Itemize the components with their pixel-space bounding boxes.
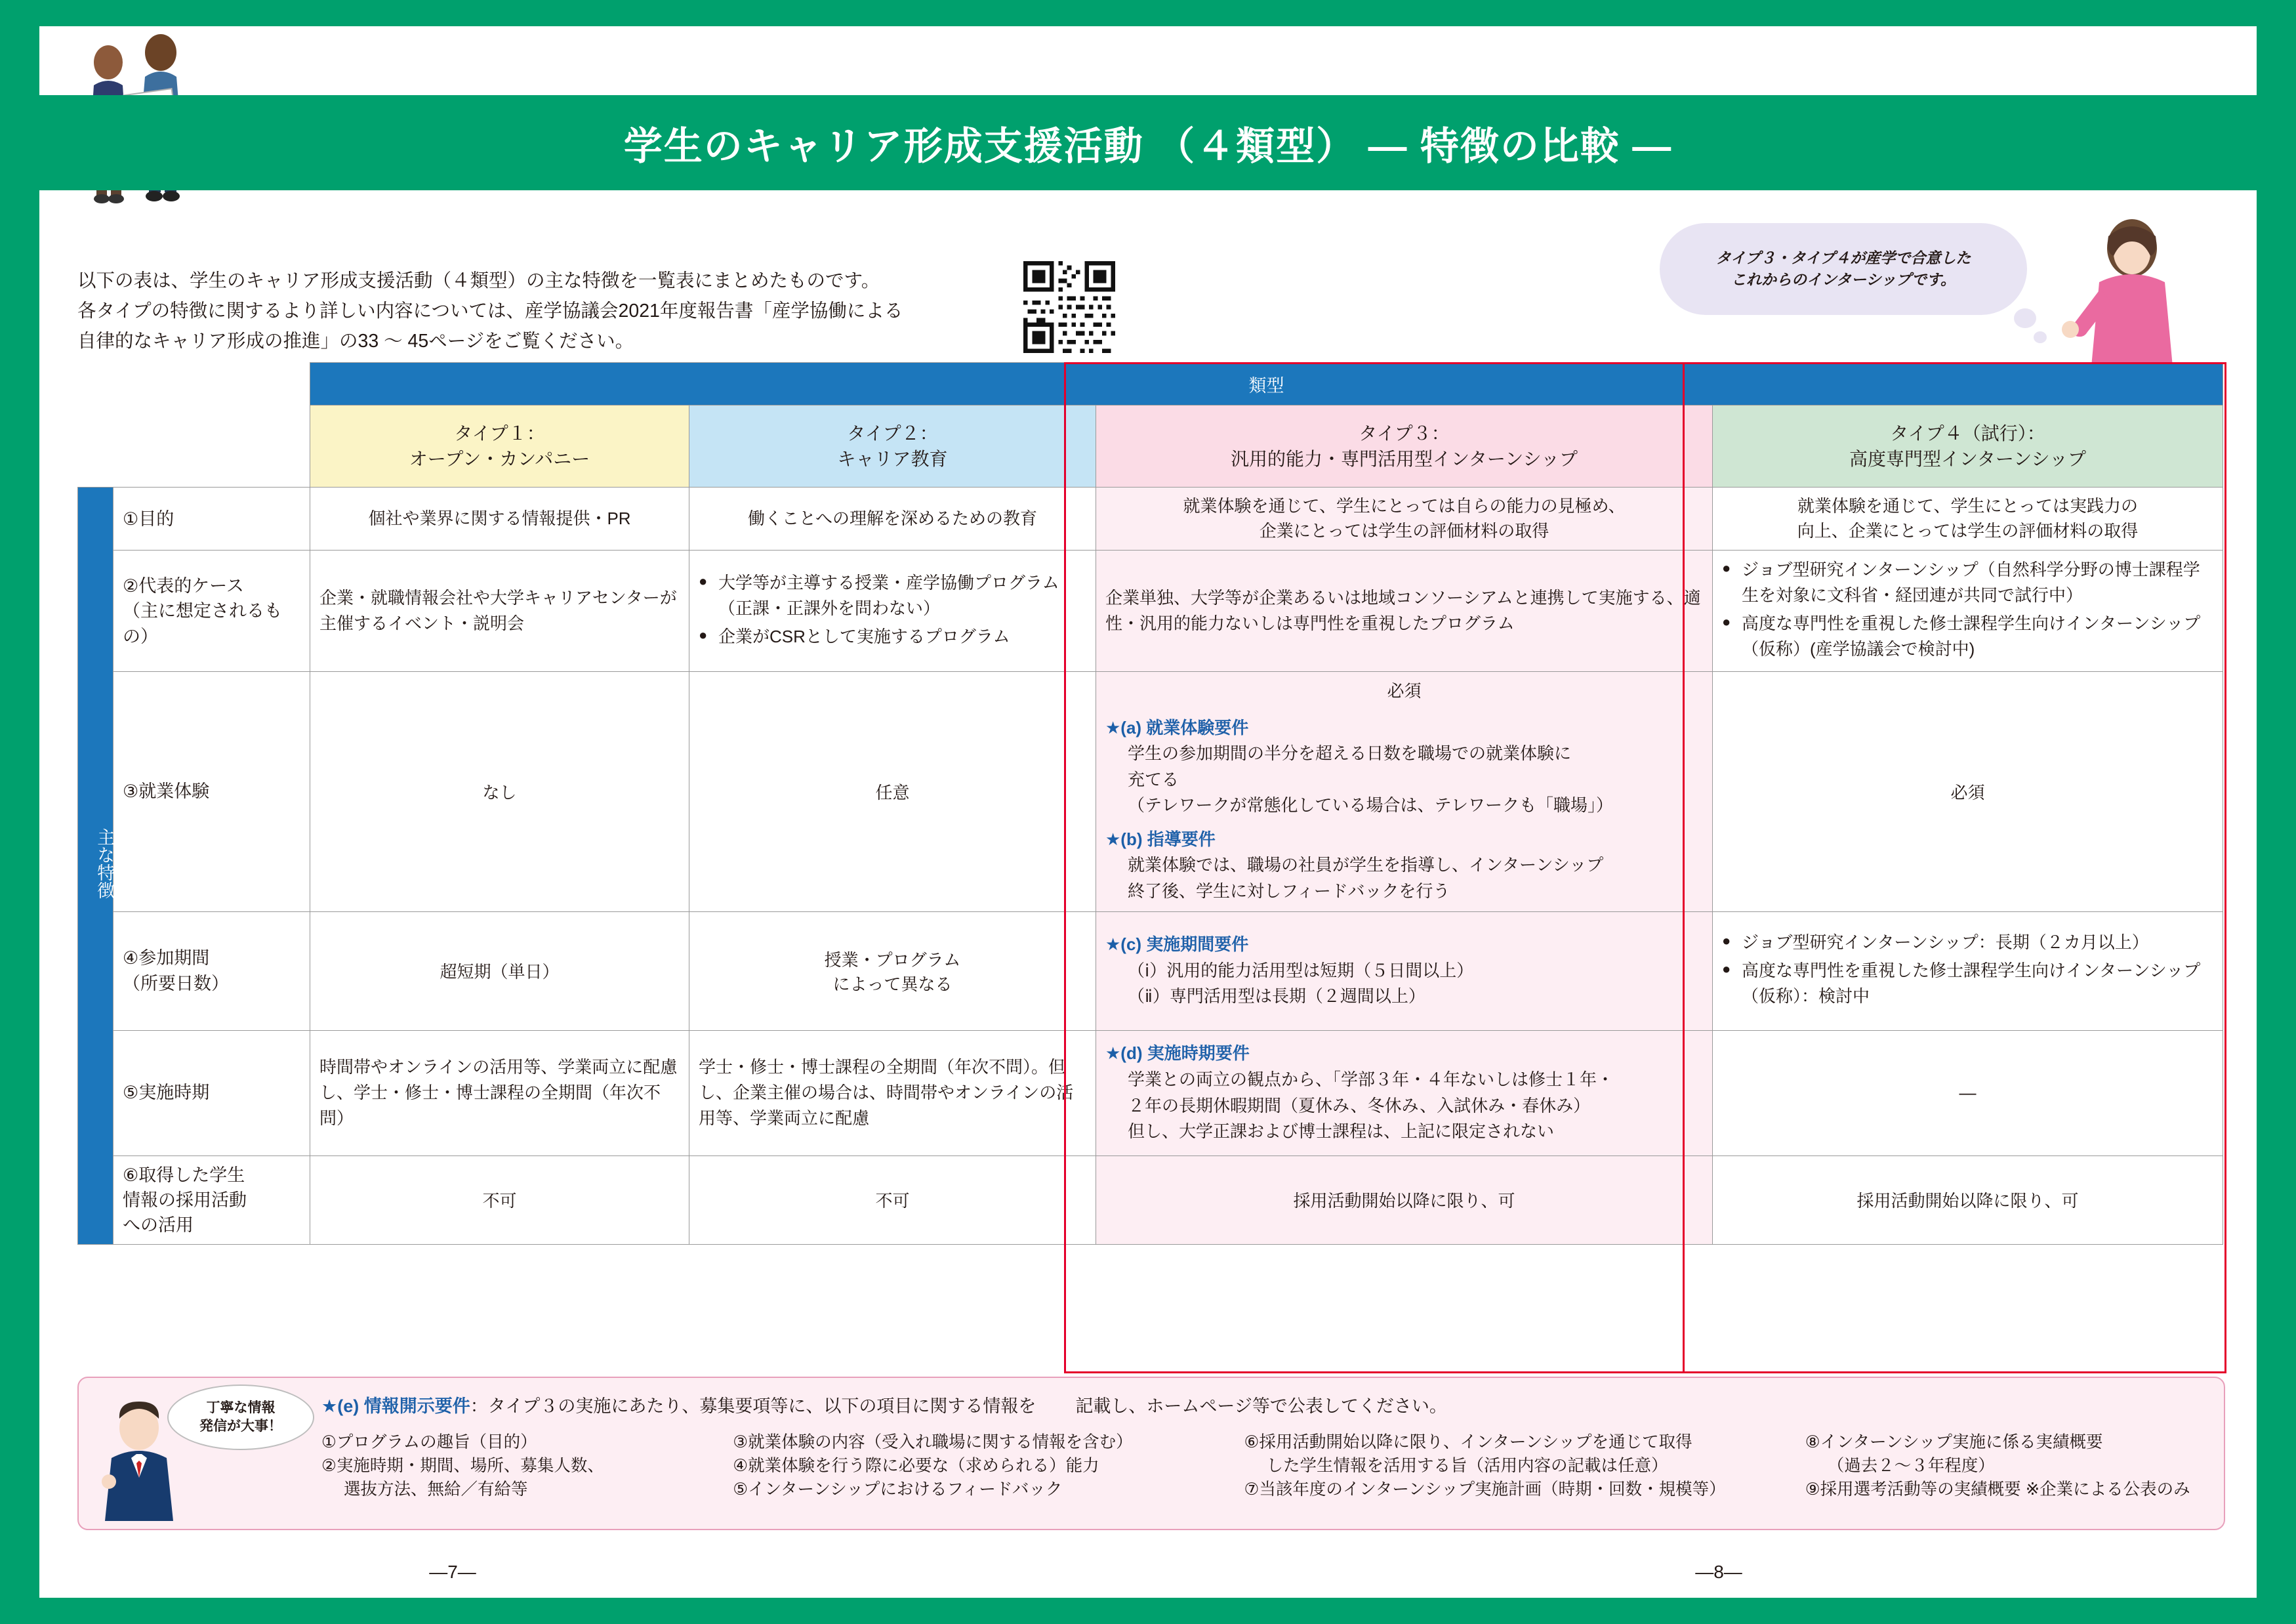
- bottom-green-band: [0, 1598, 2296, 1624]
- right-green-band: [2257, 0, 2296, 1624]
- disclosure-item: ④就業体験を行う際に必要な（求められる）能力: [733, 1457, 1099, 1476]
- thought-bubble-dot-small: [2034, 331, 2047, 343]
- requirement-d-body-3: 但し、大学正課および博士課程は、上記に限定されない: [1128, 1121, 1555, 1142]
- cell-duration-type1: 超短期（単日）: [310, 911, 689, 1030]
- table-corner-blank: [78, 363, 310, 488]
- cell-typical-cases-type1: 企業・就職情報会社や大学キャリアセンターが主催するイベント・説明会: [310, 551, 689, 672]
- requirement-c-body-2: （ⅱ）専門活用型は長期（２週間以上）: [1128, 986, 1425, 1007]
- column-header-type2-line2: キャリア教育: [837, 449, 948, 469]
- column-header-type4-line1: タイプ４（試行）：: [1890, 423, 2045, 444]
- requirement-a-body-2: 充てる: [1128, 769, 1179, 789]
- thought-bubble-dot-large: [2014, 308, 2036, 328]
- table-row-typical-cases: [78, 551, 2223, 672]
- disclosure-item: ⑧インターンシップ実施に係る実績概要: [1805, 1433, 2103, 1451]
- table-group-header-row: [78, 363, 2223, 406]
- cell-purpose-type2: 働くことへの理解を深めるための教育: [689, 488, 1096, 551]
- cell-timing-type2: 学士・修士・博士課程の全期間（年次不問）。但し、企業主催の場合は、時間帯やオンラインの活用等、学業両立に配慮: [689, 1030, 1096, 1156]
- left-green-band: [0, 0, 39, 1624]
- requirement-d-title: ★(d) 実施時期要件: [1105, 1043, 1250, 1064]
- comparison-table: [77, 362, 2223, 1245]
- cell-duration-type3: [1096, 911, 1713, 1030]
- column-header-type1: [310, 406, 689, 488]
- thought-bubble: [1660, 223, 2027, 315]
- column-header-type2-line1: タイプ２：: [847, 423, 938, 444]
- row-label-typical-cases-line2: （主に想定されるもの）: [123, 601, 282, 646]
- row-label-student-info-line3: への活用: [123, 1215, 194, 1236]
- list-item: ● ジョブ型研究インターンシップ：長期（２カ月以上）: [1722, 930, 2213, 955]
- column-header-type2: [689, 406, 1096, 488]
- cell-timing-type3: [1096, 1030, 1713, 1156]
- list-item: ● ジョブ型研究インターンシップ（自然科学分野の博士課程学生を対象に文科省・経団連が共同で試行中）: [1722, 557, 2213, 608]
- requirement-a-body-1: 学生の参加期間の半分を超える日数を職場での就業体験に: [1128, 743, 1572, 764]
- cell-typical-cases-type4: [1713, 551, 2223, 672]
- disclosure-column-2: [733, 1430, 1244, 1502]
- disclosure-heading-rest2: 記載し、ホームページ等で公表してください。: [1075, 1396, 1447, 1416]
- list-item: ● 高度な専門性を重視した修士課程学生向けインターンシップ（仮称）(産学協議会で検討中): [1722, 611, 2213, 662]
- intro-line-2: 各タイプの特徴に関するより詳しい内容については、産学協議会2021年度報告書「産学協働による: [77, 301, 903, 322]
- vertical-header-label: 主な特徴: [94, 828, 115, 900]
- cell-purpose-type4: [1713, 488, 2223, 551]
- disclosure-item: ①プログラムの趣旨（目的）: [321, 1433, 537, 1451]
- cell-purpose-type4-line1: 就業体験を通じて、学生にとっては実践力の: [1797, 496, 2138, 516]
- cell-typical-cases-type2-list: [699, 570, 1086, 650]
- disclosure-heading-rest1: ：タイプ３の実施にあたり、募集要項等に、以下の項目に関する情報を: [470, 1396, 1036, 1416]
- row-label-purpose: ①目的: [113, 488, 310, 551]
- disclosure-item: ②実施時期・期間、場所、募集人数、: [321, 1457, 604, 1476]
- row-label-timing: ⑤実施時期: [113, 1030, 310, 1156]
- row-label-student-info-line2: 情報の採用活動: [123, 1190, 247, 1210]
- businessman-bubble-line1: 丁寧な情報: [206, 1400, 276, 1415]
- table-row-duration: [78, 911, 2223, 1030]
- cell-student-info-type3: 採用活動開始以降に限り、可: [1096, 1156, 1713, 1245]
- disclosure-items-columns: [321, 1430, 2204, 1502]
- disclosure-column-1: [321, 1430, 733, 1502]
- row-label-duration-line1: ④参加期間: [123, 948, 210, 968]
- cell-duration-type2: [689, 911, 1096, 1030]
- disclosure-item: ③就業体験の内容（受入れ職場に関する情報を含む）: [733, 1433, 1133, 1451]
- row-label-typical-cases: [113, 551, 310, 672]
- row-label-work-experience: ③就業体験: [113, 672, 310, 911]
- table-row-student-info-use: [78, 1156, 2223, 1245]
- businessman-bubble-line2: 発信が大事！: [199, 1419, 282, 1434]
- disclosure-heading: [321, 1394, 1447, 1419]
- comparison-table-container: [77, 362, 2223, 1245]
- column-header-type1-line2: オープン・カンパニー: [409, 449, 590, 469]
- requirement-b-body-1: 就業体験では、職場の社員が学生を指導し、インターンシップ: [1128, 855, 1604, 875]
- requirement-b-title: ★(b) 指導要件: [1105, 829, 1216, 849]
- column-header-type3: [1096, 406, 1713, 488]
- cell-duration-type2-line1: 授業・プログラム: [824, 949, 961, 970]
- thought-bubble-line-2: これからのインターシップです。: [1731, 271, 1956, 288]
- row-label-student-info-line1: ⑥取得した学生: [123, 1165, 245, 1185]
- thought-bubble-line-1: タイプ３・タイプ４が産学で合意した: [1715, 249, 1971, 266]
- row-label-duration: [113, 911, 310, 1030]
- vertical-header-main-features: [78, 488, 113, 1245]
- list-item: ● 大学等が主導する授業・産学協働プログラム（正課・正課外を問わない）: [699, 570, 1086, 621]
- cell-student-info-type2: 不可: [689, 1156, 1096, 1245]
- table-row-timing: [78, 1030, 2223, 1156]
- cell-timing-type1: 時間帯やオンラインの活用等、学業両立に配慮し、学士・修士・博士課程の全期間（年次不問）: [310, 1030, 689, 1156]
- requirement-d-body-2: ２年の長期休暇期間（夏休み、冬休み、入試休み・春休み）: [1128, 1095, 1591, 1115]
- disclosure-star-label: ★(e): [321, 1396, 359, 1416]
- requirement-d-body-1: 学業との両立の観点から、「学部３年・４年ないしは修士１年・: [1128, 1069, 1614, 1089]
- intro-line-1: 以下の表は、学生のキャリア形成支援活動（４類型）の主な特徴を一覧表にまとめたものです。: [77, 270, 880, 291]
- cell-work-experience-type1: なし: [310, 672, 689, 911]
- requirement-c-body-1: （ⅰ）汎用的能力活用型は短期（５日間以上）: [1128, 960, 1474, 980]
- page-number-left: ―7―: [429, 1562, 476, 1582]
- requirement-c-title: ★(c) 実施期間要件: [1105, 934, 1249, 955]
- requirement-a-title: ★(a) 就業体験要件: [1105, 717, 1249, 738]
- requirement-b-body-2: 終了後、学生に対しフィードバックを行う: [1128, 881, 1450, 901]
- cell-typical-cases-type3: 企業単独、大学等が企業あるいは地域コンソーシアムと連携して実施する、適性・汎用的能力ないしは専門性を重視したプログラム: [1096, 551, 1713, 672]
- cell-purpose-type3-line2: 企業にとっては学生の評価材料の取得: [1259, 520, 1549, 541]
- disclosure-item: ⑤インターンシップにおけるフィードバック: [733, 1480, 1063, 1499]
- table-row-work-experience: [78, 672, 2223, 911]
- list-item: ● 企業がCSRとして実施するプログラム: [699, 624, 1086, 650]
- column-header-type3-line1: タイプ３：: [1359, 423, 1450, 444]
- cell-typical-cases-type4-list: [1722, 557, 2213, 662]
- table-column-header-row: [78, 406, 2223, 488]
- cell-student-info-type4: 採用活動開始以降に限り、可: [1713, 1156, 2223, 1245]
- cell-purpose-type1: 個社や業界に関する情報提供・PR: [310, 488, 689, 551]
- row-label-duration-line2: （所要日数）: [123, 973, 229, 993]
- disclosure-item-cont: （過去２～３年程度）: [1827, 1457, 1995, 1476]
- column-header-type4-line2: 高度専門型インターンシップ: [1849, 449, 2087, 469]
- disclosure-title: 情報開示要件: [363, 1396, 470, 1416]
- cell-duration-type2-line2: によって異なる: [832, 974, 953, 994]
- disclosure-item: ⑥採用活動開始以降に限り、インターンシップを通じて取得: [1244, 1433, 1692, 1451]
- cell-work-experience-type2: 任意: [689, 672, 1096, 911]
- column-header-type3-line2: 汎用的能力・専門活用型インターンシップ: [1230, 449, 1578, 469]
- intro-paragraph: [77, 266, 1101, 356]
- disclosure-item: ⑨採用選考活動等の実績概要 ※企業による公表のみ: [1805, 1480, 2190, 1499]
- cell-duration-type4: [1713, 911, 2223, 1030]
- businessman-speech-bubble: [167, 1385, 314, 1450]
- qr-code-icon: [1023, 261, 1115, 353]
- group-header-label: 類型: [310, 363, 2223, 406]
- cell-purpose-type3-line1: 就業体験を通じて、学生にとっては自らの能力の見極め、: [1183, 496, 1626, 516]
- intro-line-3: 自律的なキャリア形成の推進」の33 ～ 45ページをご覧ください。: [77, 331, 634, 352]
- cell-typical-cases-type2: [689, 551, 1096, 672]
- cell-purpose-type4-line2: 向上、企業にとっては学生の評価材料の取得: [1797, 520, 2139, 541]
- column-header-type1-line1: タイプ１：: [454, 423, 545, 444]
- table-row-purpose: [78, 488, 2223, 551]
- disclosure-column-4: [1805, 1430, 2204, 1502]
- list-item: ● 高度な専門性を重視した修士課程学生向けインターンシップ（仮称）：検討中: [1722, 958, 2213, 1009]
- disclosure-item: ⑦当該年度のインターンシップ実施計画（時期・回数・規模等）: [1244, 1480, 1726, 1499]
- cell-timing-type4: ―: [1713, 1030, 2223, 1156]
- disclosure-column-3: [1244, 1430, 1805, 1502]
- cell-student-info-type1: 不可: [310, 1156, 689, 1245]
- cell-work-experience-type3: [1096, 672, 1713, 911]
- page-number-right: ―8―: [1695, 1562, 1742, 1582]
- cell-duration-type4-list: [1722, 930, 2213, 1009]
- cell-work-experience-type3-required: 必須: [1387, 681, 1422, 701]
- cell-work-experience-type4: 必須: [1713, 672, 2223, 911]
- disclosure-item-cont: 選抜方法、無給／有給等: [344, 1480, 528, 1499]
- disclosure-item-cont: した学生情報を活用する旨（活用内容の記載は任意）: [1266, 1457, 1668, 1476]
- thought-bubble-text: [1716, 247, 1971, 291]
- row-label-typical-cases-line1: ②代表的ケース: [123, 575, 244, 596]
- row-label-student-info-use: [113, 1156, 310, 1245]
- requirement-a-body-3: （テレワークが常態化している場合は、テレワークも「職場」）: [1128, 795, 1613, 816]
- column-header-type4: [1713, 406, 2223, 488]
- page-title-banner: [39, 95, 2257, 190]
- page-title: 学生のキャリア形成支援活動 （４類型） ― 特徴の比較 ―: [623, 125, 1673, 168]
- cell-purpose-type3: [1096, 488, 1713, 551]
- top-green-band: [0, 0, 2296, 26]
